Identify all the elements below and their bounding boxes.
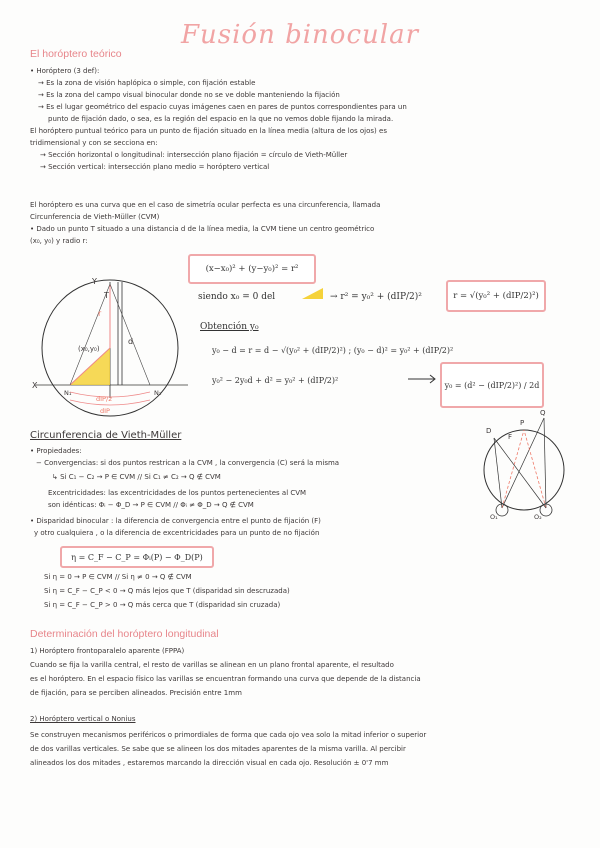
text-line: → Sección horizontal o longitudinal: intersección plano fijación = círculo de Vieth-Müller: [40, 151, 348, 159]
text-line: y otro cualquiera , o la diferencia de excentricidades para un punto de no fijación: [34, 529, 320, 537]
obtencion-heading: Obtención y₀: [200, 322, 259, 332]
text-line: → Sección vertical: intersección plano medio = horóptero vertical: [40, 163, 270, 171]
text-line: de fijación, para se perciben alineados. Precisión entre 1mm: [30, 689, 242, 697]
circle-equation-box: (x−x₀)² + (y−y₀)² = r²: [188, 254, 316, 284]
vm-label-d: D: [486, 427, 492, 435]
section-heading-longitudinal: Determinación del horóptero longitudinal: [30, 628, 219, 640]
vm-label-q: Q: [540, 409, 546, 417]
diagram-label-n1: N₁: [64, 389, 72, 397]
siendo-text: siendo x₀ = 0 del: [198, 292, 276, 302]
text-line: alineados los dos mitades , estaremos marcando la dirección visual en cada ojo. Resolución ± 0'7 mm: [30, 759, 389, 767]
diagram-label-n2: N₂: [154, 389, 162, 397]
text-line: El horóptero puntual teórico para un punto de fijación situado en la línea media (altura de los ojos) es: [30, 127, 387, 135]
text-line: es el horóptero. En el espacio físico las varillas se encuentran formando una curva que depende de la distancia: [30, 675, 421, 683]
text-line: son idénticas: Φᵢ − Φ_D → P ∈ CVM // Φᵢ ≠ Φ_D → Q ∉ CVM: [48, 501, 254, 509]
diagram-label-dip: dIP: [100, 407, 110, 415]
text-line: Cuando se fija la varilla central, el resto de varillas se alinean en un plano frontal aparente, el resultado: [30, 661, 394, 669]
vieth-muller-heading: Circunferencia de Vieth-Müller: [30, 430, 182, 441]
text-line: Se construyen mecanismos periféricos o primordiales de forma que cada ojo vea solo la mitad inferior o superior: [30, 731, 427, 739]
diagram-label-r: r: [98, 309, 102, 318]
diagram-label-t: T: [104, 291, 109, 300]
r-result-box: r = √(y₀² + (dIP/2)²): [446, 280, 546, 312]
vm-label-f: F: [508, 433, 513, 441]
text-line: • Propiedades:: [30, 447, 82, 455]
text-line: → Es la zona de visión haplópica o simple, con fijación estable: [38, 79, 256, 87]
diagram-label-d: d: [128, 337, 134, 346]
text-line: punto de fijación dado, o sea, es la región del espacio en la que no vemos doble fijando la mirada.: [48, 115, 394, 123]
text-line: • Dado un punto T situado a una distancia d de la línea media, la CVM tiene un centro geométrico: [30, 225, 375, 233]
text-line: Circunferencia de Vieth-Müller (CVM): [30, 213, 160, 221]
r-expression: → r² = y₀² + (dIP/2)²: [330, 292, 422, 302]
text-line: Si η = C_F − C_P > 0 → Q más cerca que T (disparidad sin cruzada): [44, 601, 281, 609]
diagram-label-half-dip: dIP/2: [96, 395, 113, 403]
text-line: → Es el lugar geométrico del espacio cuyas imágenes caen en pares de puntos correspondientes para un: [38, 103, 407, 111]
section-heading-teorico: El horóptero teórico: [30, 48, 122, 60]
triangle-icon: [302, 286, 324, 300]
text-line: Si η = C_F − C_P < 0 → Q más lejos que T (disparidad sin descruzada): [44, 587, 290, 595]
text-line: tridimensional y con se secciona en:: [30, 139, 158, 147]
disparity-formula-box: η = C_F − C_P = Φᵢ(P) − Φ_D(P): [60, 546, 214, 568]
page-title: Fusión binocular: [180, 20, 419, 50]
y0-result-box: y₀ = (d² − (dIP/2)²) / 2d: [440, 362, 544, 408]
vm-label-p: P: [520, 419, 525, 427]
text-line: de dos varillas verticales. Se sabe que se alineen los dos mitades aparentes de la misma varilla. Al percibir: [30, 745, 406, 753]
diagram-label-center: (x₀,y₀): [78, 345, 100, 353]
text-line: • Horóptero (3 def):: [30, 67, 100, 75]
text-line: Si η = 0 → P ∈ CVM // Si η ≠ 0 → Q ∉ CVM: [44, 573, 192, 581]
text-line: • Disparidad binocular : la diferencia de convergencia entre el punto de fijación (F): [30, 517, 321, 525]
diagram-label-x: X: [32, 381, 38, 390]
y0-equation-2: y₀² − 2y₀d + d² = y₀² + (dIP/2)²: [212, 376, 339, 385]
text-line: 1) Horóptero frontoparalelo aparente (FPPA): [30, 647, 185, 655]
arrow-right-icon: [408, 374, 438, 384]
text-line: El horóptero es una curva que en el caso de simetría ocular perfecta es una circunferencia, llamada: [30, 201, 381, 209]
text-line: (x₀, y₀) y radio r:: [30, 237, 88, 245]
diagram-label-y: Y: [92, 277, 97, 286]
text-line: → Es la zona del campo visual binocular donde no se ve doble manteniendo la fijación: [38, 91, 340, 99]
vm-label-oi: O₁: [490, 513, 498, 521]
vm-label-od: O₂: [534, 513, 542, 521]
text-line: − Convergencias: si dos puntos restrican a la CVM , la convergencia (C) será la misma: [36, 459, 340, 467]
text-line: ↳ Si C₁ − C₂ → P ∈ CVM // Si C₁ ≠ C₂ → Q ∉ CVM: [52, 473, 221, 481]
text-line: Excentricidades: las excentricidades de los puntos pertenecientes al CVM: [48, 489, 307, 497]
y0-equation-1: y₀ − d = r = d − √(y₀² + (dIP/2)²) ; (y₀ − d)² = y₀² + (dIP/2)²: [212, 346, 454, 355]
nonius-heading: 2) Horóptero vertical o Nonius: [30, 715, 136, 723]
